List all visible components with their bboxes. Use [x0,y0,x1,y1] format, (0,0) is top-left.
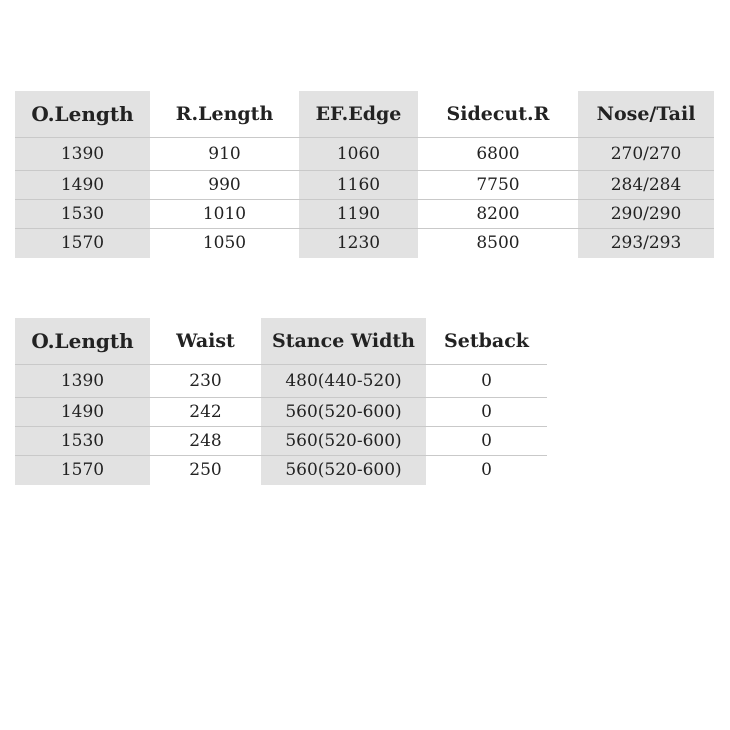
table-cell: 1490 [15,397,150,426]
table-row [15,397,547,426]
table-cell: 990 [150,170,299,199]
table-cell: 1530 [15,426,150,455]
table-cell: 1530 [15,199,150,228]
column-header-sidecut-r: Sidecut.R [418,91,578,137]
table-cell: 1570 [15,455,150,485]
table-cell: 1060 [299,137,418,170]
table-cell: 0 [426,397,547,426]
table-row [15,137,714,170]
table-cell: 6800 [418,137,578,170]
column-header-waist: Waist [150,318,261,364]
table-cell: 910 [150,137,299,170]
table-cell: 1190 [299,199,418,228]
column-header-o-length: O.Length [15,91,150,137]
table-row [15,170,714,199]
column-header-o-length: O.Length [15,318,150,364]
table-cell: 7750 [418,170,578,199]
table-cell: 560(520-600) [261,397,426,426]
table-cell: 1390 [15,137,150,170]
column-header-r-length: R.Length [150,91,299,137]
table-cell: 1570 [15,228,150,258]
table-cell: 1390 [15,364,150,397]
table-row [15,199,714,228]
table-cell: 230 [150,364,261,397]
column-header-ef-edge: EF.Edge [299,91,418,137]
table-cell: 242 [150,397,261,426]
table-cell: 1010 [150,199,299,228]
table-cell: 480(440-520) [261,364,426,397]
table-cell: 0 [481,460,492,481]
table-cell: 293/293 [578,228,714,258]
table-row [15,455,547,485]
table-header-row [15,91,714,137]
table-cell: 560(520-600) [261,455,426,485]
table-cell: 248 [150,426,261,455]
column-header-nose-tail: Nose/Tail [578,91,714,137]
table-cell: 8500 [476,233,520,254]
table-cell: 1230 [299,228,418,258]
table-cell: 1490 [15,170,150,199]
table-cell: 1160 [299,170,418,199]
spec-table-stance [15,318,547,485]
table-cell: 560(520-600) [261,426,426,455]
column-header-stance-width: Stance Width [261,318,426,364]
table-row [15,426,547,455]
table-header-row [15,318,547,364]
table-cell: 290/290 [578,199,714,228]
table-row [15,364,547,397]
table-cell: 8200 [418,199,578,228]
spec-table-dimensions [15,91,714,258]
table-cell: 1050 [202,233,247,254]
table-cell: 284/284 [578,170,714,199]
column-header-setback: Setback [426,318,547,364]
table-cell: 0 [426,364,547,397]
table-cell: 0 [426,426,547,455]
table-cell: 250 [189,460,222,481]
table-row [15,228,714,258]
table-cell: 270/270 [578,137,714,170]
